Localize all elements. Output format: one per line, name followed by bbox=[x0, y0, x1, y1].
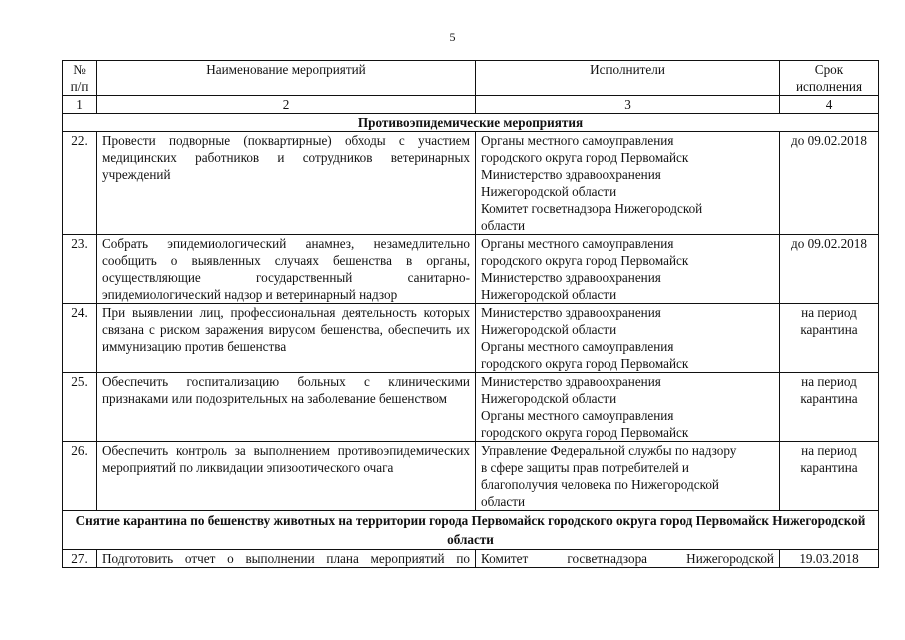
executor-line: городского округа город Первомайск bbox=[481, 425, 689, 440]
table-row bbox=[63, 235, 879, 304]
header-number-line1: № bbox=[73, 62, 86, 77]
row-number: 27. bbox=[63, 550, 97, 568]
task-text: Обеспечить контроль за выполнением противоэпидемических мероприятий по ликвидации эпизоотического очага bbox=[97, 442, 476, 511]
deadline: на период карантина bbox=[780, 442, 879, 511]
column-number: 3 bbox=[476, 96, 780, 114]
executor-line: Органы местного самоуправления bbox=[481, 236, 674, 251]
table-row bbox=[63, 550, 879, 568]
page-number: 5 bbox=[449, 30, 456, 44]
deadline: на период карантина bbox=[780, 373, 879, 442]
executor-line: Органы местного самоуправления bbox=[481, 408, 674, 423]
executor-line: Нижегородской области bbox=[481, 322, 617, 337]
task-text: Собрать эпидемиологический анамнез, незамедлительно сообщить о выявленных случаях бешенства в органы, осуществляющие государственный санитарно-эпидемиологический надзор и ветеринарный надзор bbox=[97, 235, 476, 304]
executor-line: Министерство здравоохранения bbox=[481, 270, 661, 285]
section-heading: Снятие карантина по бешенству животных на территории города Первомайск городского округа город Первомайск Нижегородской области bbox=[63, 511, 879, 550]
row-number: 26. bbox=[63, 442, 97, 511]
executor-line: Нижегородской области bbox=[481, 287, 617, 302]
executor-line: Органы местного самоуправления bbox=[481, 133, 674, 148]
table-row bbox=[63, 132, 879, 235]
header-title: Наименование мероприятий bbox=[97, 61, 476, 96]
header-deadline bbox=[780, 61, 879, 96]
executor-line: Нижегородской области bbox=[481, 391, 617, 406]
table-row bbox=[63, 304, 879, 373]
executor-cell bbox=[476, 304, 780, 373]
deadline: до 09.02.2018 bbox=[780, 235, 879, 304]
executor-line: Комитет госветнадзора Нижегородской bbox=[481, 551, 774, 566]
deadline: на период карантина bbox=[780, 304, 879, 373]
column-number: 4 bbox=[780, 96, 879, 114]
header-number bbox=[63, 61, 97, 96]
table-header-row bbox=[63, 61, 879, 96]
measures-table bbox=[62, 60, 879, 568]
executor-line: области bbox=[481, 218, 526, 233]
table-row bbox=[63, 373, 879, 442]
executor-cell bbox=[476, 235, 780, 304]
table-row bbox=[63, 442, 879, 511]
row-number: 22. bbox=[63, 132, 97, 235]
executor-line: Органы местного самоуправления bbox=[481, 339, 674, 354]
column-number: 2 bbox=[97, 96, 476, 114]
executor-line: области bbox=[481, 494, 526, 509]
executor-line: городского округа город Первомайск bbox=[481, 150, 689, 165]
task-text: Подготовить отчет о выполнении плана мероприятий по bbox=[97, 550, 476, 568]
executor-line: Министерство здравоохранения bbox=[481, 374, 661, 389]
executor-cell bbox=[476, 442, 780, 511]
executor-cell bbox=[476, 132, 780, 235]
executor-line: благополучия человека по Нижегородской bbox=[481, 477, 719, 492]
row-number: 25. bbox=[63, 373, 97, 442]
row-number: 24. bbox=[63, 304, 97, 373]
executor-line: городского округа город Первомайск bbox=[481, 253, 689, 268]
executor-line: Министерство здравоохранения bbox=[481, 167, 661, 182]
executor-line: Нижегородской области bbox=[481, 184, 617, 199]
header-deadline-line2: исполнения bbox=[795, 79, 863, 94]
executor-line: Министерство здравоохранения bbox=[481, 305, 661, 320]
executor-line: Управление Федеральной службы по надзору bbox=[481, 443, 737, 458]
header-executor: Исполнители bbox=[476, 61, 780, 96]
section-heading-row bbox=[63, 114, 879, 132]
column-number: 1 bbox=[63, 96, 97, 114]
executor-line: Комитет госветнадзора Нижегородской bbox=[481, 201, 703, 216]
deadline: до 09.02.2018 bbox=[780, 132, 879, 235]
section-heading-row bbox=[63, 511, 879, 550]
task-text: Обеспечить госпитализацию больных с клиническими признаками или подозрительных на заболевание бешенством bbox=[97, 373, 476, 442]
task-text: Провести подворные (поквартирные) обходы с участием медицинских работников и сотрудников ветеринарных учреждений bbox=[97, 132, 476, 235]
executor-line: городского округа город Первомайск bbox=[481, 356, 689, 371]
header-number-line2: п/п bbox=[70, 79, 89, 94]
executor-cell bbox=[476, 550, 780, 568]
deadline: 19.03.2018 bbox=[780, 550, 879, 568]
header-deadline-line1: Срок bbox=[814, 62, 844, 77]
task-text: При выявлении лиц, профессиональная деятельность которых связана с риском заражения вирусом бешенства, обеспечить их иммунизацию против бешенства bbox=[97, 304, 476, 373]
row-number: 23. bbox=[63, 235, 97, 304]
section-heading: Противоэпидемические мероприятия bbox=[63, 114, 879, 132]
executor-line: в сфере защиты прав потребителей и bbox=[481, 460, 689, 475]
column-number-row bbox=[63, 96, 879, 114]
executor-cell bbox=[476, 373, 780, 442]
